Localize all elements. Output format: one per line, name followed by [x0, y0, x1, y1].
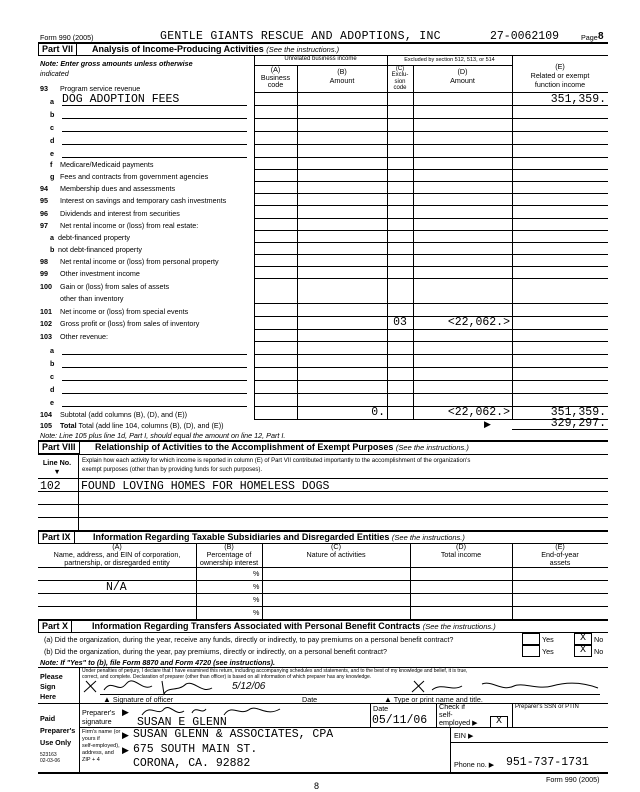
part7-label: Part VII [38, 43, 77, 56]
l102-code: 03 [393, 316, 407, 329]
sign-here-label: Please Sign Here [40, 672, 63, 701]
excluded-header: Excluded by section 512, 513, or 514 [404, 57, 495, 63]
colC-header: (C) Exclu- sion code [391, 66, 409, 91]
l93-label: Program service revenue [60, 84, 141, 93]
part10-title: Information Regarding Transfers Associated with Personal Benefit Contracts (See the instructions.) [92, 621, 496, 631]
l104-colE: 351,359. [550, 406, 606, 419]
colA-header: (A) Business code [260, 65, 291, 89]
l105-total: 329,297. [550, 417, 606, 430]
part8-explanation: FOUND LOVING HOMES FOR HOMELESS DOGS [81, 480, 330, 493]
part10-qb: (b) Did the organization, during the year, pay premiums, directly or indirectly, on a personal benefit contract? [44, 647, 388, 656]
colE-header: (E) Related or exempt function income [530, 62, 590, 89]
preparer-name: SUSAN E GLENN [137, 716, 227, 729]
firm-city: CORONA, CA. 92882 [133, 757, 251, 770]
page-label: Page [581, 33, 598, 42]
note-line1: Note: Enter gross amounts unless otherwise [40, 59, 193, 68]
form-id: Form 990 (2005) [40, 33, 94, 42]
colD-header: (D) Amount [450, 67, 475, 85]
l102-amount: <22,062.> [447, 316, 510, 329]
unrelated-header: Unrelated business income [284, 56, 357, 62]
qb-no-checkbox[interactable]: X [574, 645, 592, 657]
part7-title: Analysis of Income-Producing Activities (See the instructions.) [92, 44, 340, 54]
part10-label: Part X [38, 620, 72, 633]
officer-sign-date: 5/12/06 [232, 681, 266, 692]
part8-label: Part VIII [38, 441, 80, 454]
preparer-phone: 951-737-1731 [506, 756, 589, 769]
org-name: GENTLE GIANTS RESCUE AND ADOPTIONS, INC [160, 30, 441, 43]
page-number: 8 [314, 781, 320, 791]
part9-label: Part IX [38, 531, 75, 544]
part9-title: Information Regarding Taxable Subsidiaries and Disregarded Entities (See the instructions.) [93, 532, 465, 542]
self-employed-checkbox[interactable]: X [490, 716, 508, 728]
l104-colD: <22,062.> [447, 406, 510, 419]
paid-preparer-label: Paid Preparer's Use Only [40, 714, 76, 747]
l93a-amount: 351,359. [550, 93, 606, 106]
part8-line: 102 [40, 480, 61, 493]
part8-title: Relationship of Activities to the Accomplishment of Exempt Purposes (See the instructions.) [95, 442, 469, 452]
l104-colB: 0. [371, 406, 385, 419]
part10-qa: (a) Did the organization, during the year, receive any funds, directly or indirectly, to pay premiums on a personal benefit contract? [44, 635, 454, 644]
note-105: Note: Line 105 plus line 1d, Part I, should equal the amount on line 12, Part I. [40, 431, 286, 440]
part9-na: N/A [106, 581, 127, 594]
preparer-date: 05/11/06 [372, 714, 428, 727]
qa-no-checkbox[interactable]: X [574, 633, 592, 645]
colB-header: (B) Amount [329, 67, 355, 85]
note-line2: indicated [40, 69, 69, 78]
firm-name: SUSAN GLENN & ASSOCIATES, CPA [133, 728, 334, 741]
page-num: 8 [598, 31, 604, 42]
firm-address: 675 SOUTH MAIN ST. [133, 743, 258, 756]
l93a-desc: DOG ADOPTION FEES [62, 93, 180, 106]
part10-note: Note: If "Yes" to (b), file Form 8870 and Form 4720 (see instructions). [40, 658, 276, 667]
ein: 27-0062109 [490, 30, 560, 43]
qa-yes-checkbox[interactable] [522, 633, 540, 645]
qb-yes-checkbox[interactable] [522, 645, 540, 657]
